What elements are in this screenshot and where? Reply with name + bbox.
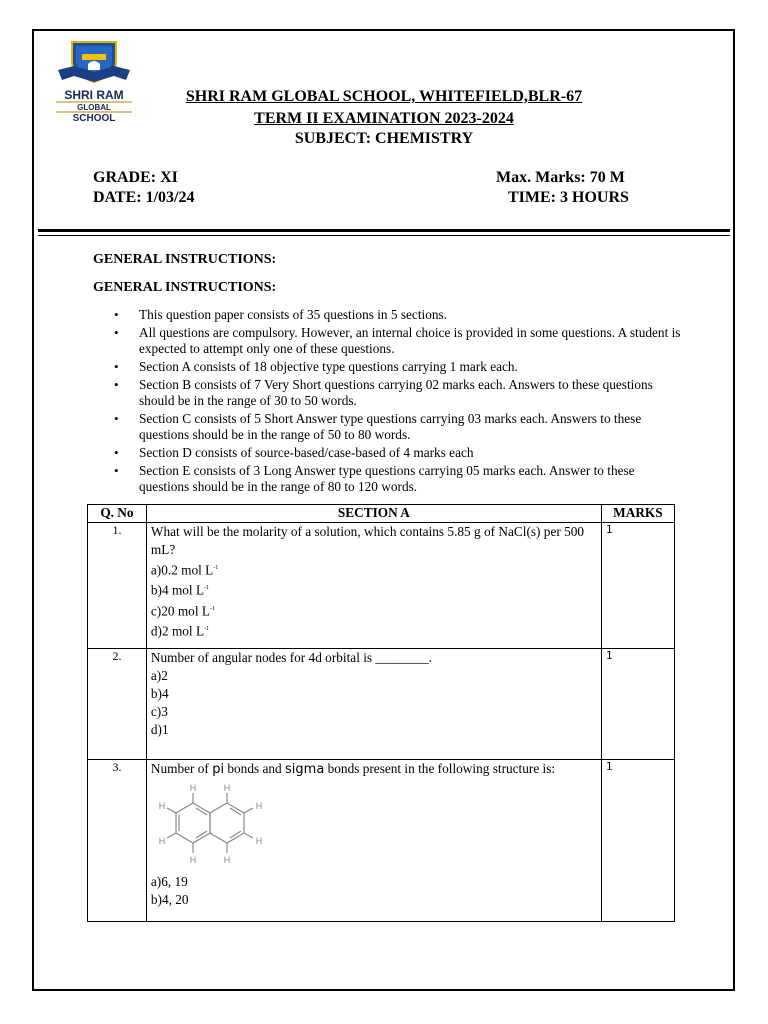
instructions-heading-repeat: GENERAL INSTRUCTIONS: [93,280,277,295]
grade: GRADE: XI [93,169,178,186]
instruction-item: • Section D consists of source-based/case-based of 4 marks each [112,445,682,461]
svg-text:H: H [158,836,166,846]
header-marks: MARKS [601,505,674,523]
instruction-item: • This question paper consists of 35 questions in 5 sections. [112,307,682,323]
header-section: SECTION A [146,505,601,523]
instructions-list [112,307,682,497]
option-b: b)4 [150,686,169,701]
instruction-item: • All questions are compulsory. However, an internal choice is provided in some questions. A student is expected to attempt only one of these questions. [112,325,682,357]
table-row [88,523,675,649]
naphthalene-structure [153,781,277,871]
option-c: c)20 mol $L^{-1}$ [150,603,215,619]
svg-text:H: H [158,801,166,811]
svg-text:H: H [223,855,231,865]
svg-text:H: H [255,801,263,811]
option-a: a)2 [150,668,168,683]
instructions-heading: GENERAL INSTRUCTIONS: [93,252,277,267]
header-rule-thick [38,229,730,232]
svg-text:H: H [255,836,263,846]
svg-text:SHRI RAM: SHRI RAM [64,88,124,102]
instruction-item: • Section A consists of 18 objective type questions carrying 1 mark each. [112,359,682,375]
option-d: d)1 [150,722,169,737]
option-a: a)6, 19 [150,874,188,889]
instruction-item: • Section C consists of 5 Short Answer type questions carrying 03 marks each. Answers to these questions should be in the range of 50 to 80 words. [112,411,682,443]
question-table [87,504,675,922]
table-header-row [88,505,675,523]
question-number: 3. [112,760,122,774]
question-text: What will be the molarity of a solution, which contains 5.85 g of NaCl(s) per 500 mL? [150,524,585,557]
question-text: Number of pi bonds and sigma bonds present in the following structure is: [150,761,556,777]
header-qno: Q. No [88,505,147,523]
table-row [88,760,675,922]
instruction-item: • Section E consists of 3 Long Answer type questions carrying 05 marks each. Answer to these questions should be in the range of 80 to 120 words. [112,463,682,495]
option-a: a)0.2 mol $L^{-1}$ [150,562,219,578]
question-text: Number of angular nodes for 4d orbital is ________. [150,650,432,665]
header-rule-thin [38,235,730,236]
option-b: b)4 mol $L^{-1}$ [150,582,210,598]
instruction-item: • Section B consists of 7 Very Short questions carrying 02 marks each. Answers to these questions should be in the range of 30 to 50 words. [112,377,682,409]
question-number: 1. [112,523,122,537]
question-marks: 1 [601,523,674,649]
school-name: SHRI RAM GLOBAL SCHOOL, WHITEFIELD,BLR-67 [185,88,583,105]
option-b: b)4, 20 [150,892,189,907]
subject-line: SUBJECT: CHEMISTRY [294,130,474,147]
option-d: d)2 mol $L^{-1}$ [150,623,210,639]
max-marks: Max. Marks: 70 M [496,169,625,186]
question-number: 2. [112,649,122,663]
svg-text:H: H [223,783,231,793]
exam-date: DATE: 1/03/24 [93,189,195,206]
svg-text:H: H [189,855,197,865]
question-marks: 1 [601,649,674,760]
question-marks: 1 [601,760,674,922]
svg-text:GLOBAL: GLOBAL [77,103,111,112]
svg-text:H: H [189,783,197,793]
exam-title: TERM II EXAMINATION 2023-2024 [254,110,514,127]
svg-text:SCHOOL: SCHOOL [72,113,116,124]
table-row [88,649,675,760]
exam-time: TIME: 3 HOURS [508,189,629,206]
option-c: c)3 [150,704,168,719]
